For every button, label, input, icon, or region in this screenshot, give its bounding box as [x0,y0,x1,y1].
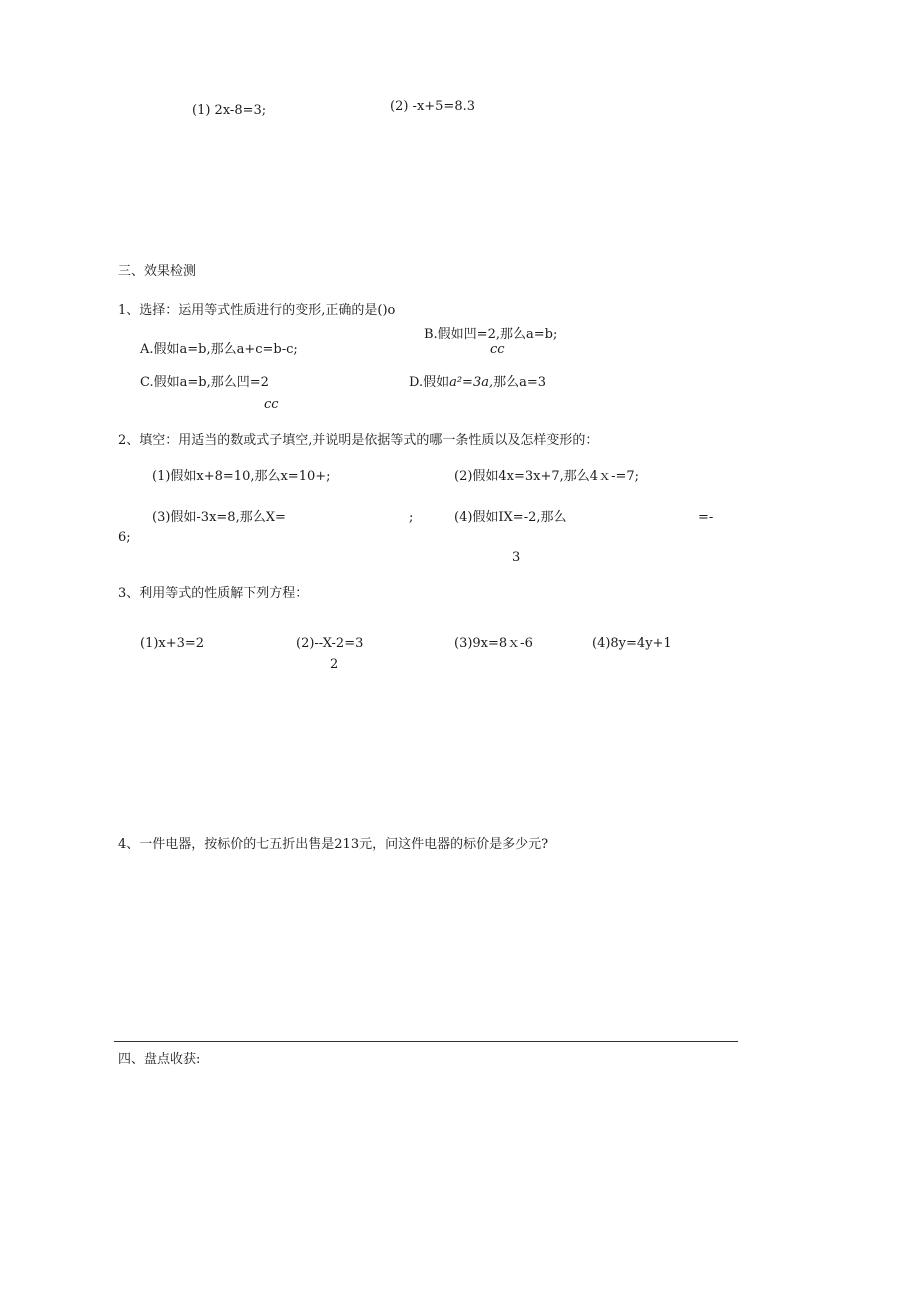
fill-item-4-wrap: 6; [118,530,131,545]
option-d [409,376,546,389]
question-4-stem: 4、一件电器，按标价的七五折出售是213元，问这件电器的标价是多少元? [118,837,549,852]
section-divider [114,1041,738,1042]
question-3-stem: 3、利用等式的性质解下列方程： [118,586,309,601]
solve-equation-2-denominator: 2 [330,657,339,672]
fill-item-4: (4)假如IX=-2,那么 [454,510,567,525]
section-3-title: 三、效果检测 [118,264,197,279]
section-4-title: 四、盘点收获: [118,1052,201,1067]
fill-item-2: (2)假如4x=3x+7,那么4ｘ-=7; [454,469,640,484]
fill-item-4-denominator: 3 [512,550,521,565]
option-d-prefix: D.假如 [409,375,450,390]
option-c-sub: cc [264,397,279,412]
fill-item-3-end: ; [409,510,414,525]
option-a: A.假如a=b,那么a+c=b-c; [140,342,298,357]
solve-equation-4: (4)8y=4y+1 [592,636,672,651]
option-c: C.假如a=b,那么凹=2 [140,375,269,390]
option-b-sub: cc [490,342,505,357]
solve-equation-3: (3)9x=8ｘ-6 [454,636,533,651]
option-d-math: a²=3a, [449,375,494,390]
option-b: B.假如凹=2,那么a=b; [424,327,558,342]
option-d-suffix: 那么a=3 [493,375,547,390]
equation-1: (1) 2x-8=3; [192,103,267,118]
question-1-stem: 1、选择：运用等式性质进行的变形,正确的是()o [118,303,396,318]
fill-item-3: (3)假如-3x=8,那么X= [152,510,286,525]
equation-2: (2) -x+5=8.3 [390,99,476,114]
solve-equation-1: (1)x+3=2 [140,636,205,651]
question-2-stem: 2、填空：用适当的数或式子填空,并说明是依据等式的哪一条性质以及怎样变形的： [118,433,599,448]
fill-item-1: (1)假如x+8=10,那么x=10+; [152,469,331,484]
solve-equation-2: (2)--X-2=3 [296,636,364,651]
fill-item-4-end: =- [698,510,714,525]
